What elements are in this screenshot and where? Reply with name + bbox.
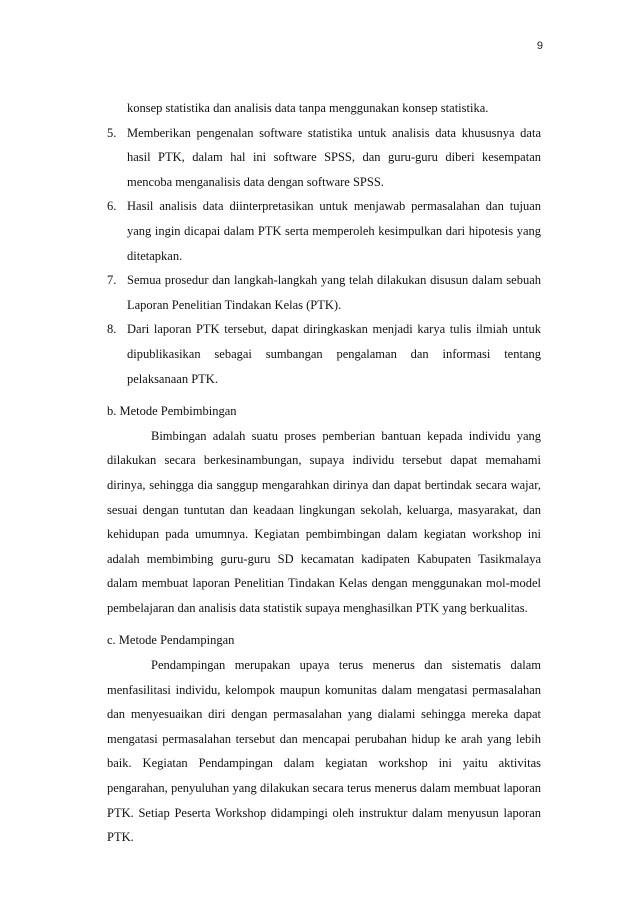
section-heading-pendampingan: c. Metode Pendampingan bbox=[107, 633, 235, 648]
list-item-8 bbox=[107, 317, 541, 391]
list-item-text: Memberikan pengenalan software statistika untuk analisis data khususnya data hasil PTK, dalam hal ini software SPSS, dan guru-guru diberi kesempatan mencoba menganalisis data dengan software SPSS. bbox=[127, 125, 541, 189]
section-heading-pembimbingan: b. Metode Pembimbingan bbox=[107, 404, 237, 419]
list-item-continuation bbox=[107, 96, 541, 121]
list-item-text: Hasil analisis data diinterpretasikan untuk menjawab permasalahan dan tujuan yang ingin dicapai dalam PTK serta memperoleh kesimpulkan dari hipotesis yang ditetapkan. bbox=[127, 199, 541, 263]
list-item-text: konsep statistika dan analisis data tanpa menggunakan konsep statistika. bbox=[127, 101, 489, 115]
paragraph-pembimbingan: Bimbingan adalah suatu proses pemberian bantuan kepada individu yang dilakukan secara berkesinambungan, supaya individu tersebut dapat memahami dirinya, sehingga dia sanggup mengarahkan dirinya dan dapat bertindak secara wajar, sesuai dengan tuntutan dan keadaan lingkungan sekolah, keluarga, masyarakat, dan kehidupan pada umumnya. Kegiatan pembimbingan dalam kegiatan workshop ini adalah membimbing guru-guru SD kecamatan kadipaten Kabupaten Tasikmalaya dalam membuat laporan Penelitian Tindakan Kelas dengan menggunakan mol-model pembelajaran dan analisis data statistik supaya menghasilkan PTK yang berkualitas. bbox=[107, 428, 541, 615]
list-item-number: 6. bbox=[107, 199, 117, 214]
list-item-6 bbox=[107, 194, 541, 268]
list-item-7 bbox=[107, 268, 541, 317]
paragraph-pendampingan: Pendampingan merupakan upaya terus menerus dan sistematis dalam menfasilitasi individu, kelompok maupun komunitas dalam mengatasi permasalahan dan menyesuaikan diri dengan permasalahan yang dialami sehingga mereka dapat mengatasi permasalahan tersebut dan mencapai perubahan hidup ke arah yang lebih baik. Kegiatan Pendampingan dalam kegiatan workshop ini yaitu aktivitas pengarahan, penyuluhan yang dilakukan secara terus menerus dalam membuat laporan PTK. Setiap Peserta Workshop didampingi oleh instruktur dalam menyusun laporan PTK. bbox=[107, 658, 541, 845]
list-item-number: 7. bbox=[107, 273, 117, 288]
list-item-number: 8. bbox=[107, 322, 117, 337]
list-item-5 bbox=[107, 121, 541, 195]
document-body bbox=[107, 96, 541, 850]
list-item-text: Semua prosedur dan langkah-langkah yang telah dilakukan disusun dalam sebuah Laporan Penelitian Tindakan Kelas (PTK). bbox=[127, 273, 541, 312]
list-item-text: Dari laporan PTK tersebut, dapat diringkaskan menjadi karya tulis ilmiah untuk dipublikasikan sebagai sumbangan pengalaman dan informasi tentang pelaksanaan PTK. bbox=[127, 322, 541, 386]
page-number: 9 bbox=[536, 40, 543, 52]
list-item-number: 5. bbox=[107, 125, 117, 140]
